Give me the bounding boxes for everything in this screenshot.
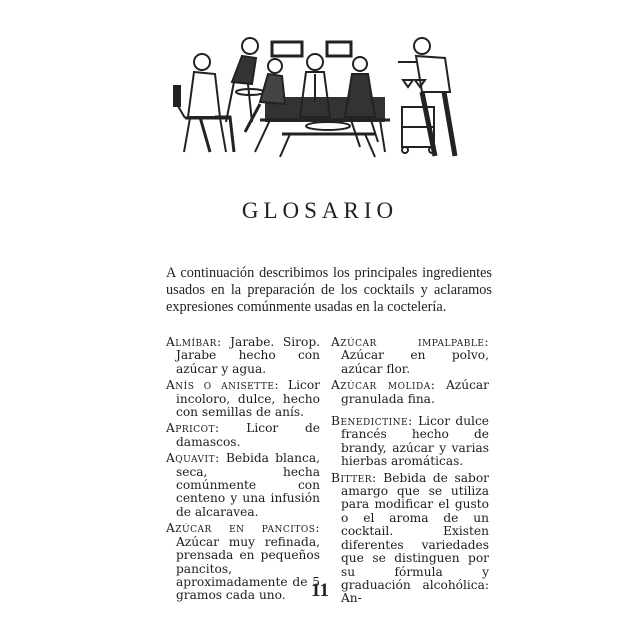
glossary-entry-apricot xyxy=(166,422,320,449)
glossary-term: Bitter: xyxy=(331,470,377,485)
glossary-column-right xyxy=(331,336,489,609)
glossary-definition: Bebida de sabor amargo que se utiliza para modificar el gusto o el aroma de un cocktail. Existen diferentes variedades que se distinguen por su fórmula y graduación alcohólica: An- xyxy=(341,470,489,606)
glossary-definition: Azúcar granulada fina. xyxy=(341,378,489,406)
glossary-definition: Licor incoloro, dulce, hecho con semillas de anís. xyxy=(176,378,320,420)
glossary-definition: Azúcar en polvo, azúcar flor. xyxy=(341,348,489,376)
glossary-entry-benedictine xyxy=(331,415,489,469)
glossary-entry-anis xyxy=(166,379,320,419)
glossary-entry-aquavit xyxy=(166,452,320,519)
page-number: 11 xyxy=(311,580,329,601)
glossary-term: Apricot: xyxy=(166,421,220,436)
glossary-definition: Licor dulce francés hecho de brandy, azúcar y varias hierbas aromáticas. xyxy=(341,414,489,469)
glossary-entry-almibar xyxy=(166,336,320,376)
glossary-entry-azucar-impalpable xyxy=(331,336,489,376)
intro-paragraph: A continuación describimos los principales ingredientes usados en la preparación de los cocktails y aclaramos expresiones comúnmente usadas en la coctelería. xyxy=(166,265,492,315)
glossary-definition: Licor de damascos. xyxy=(176,421,320,449)
glossary-term: Almíbar: xyxy=(166,335,222,349)
glossary-definition: Azúcar muy refinada, prensada en pequeños pancitos, aproximadamente de 5 gramos cada uno. xyxy=(176,534,320,603)
glossary-term: Azúcar molida: xyxy=(331,378,436,393)
glossary-term: Benedictine: xyxy=(331,414,413,429)
party-scene-illustration xyxy=(160,22,480,172)
glossary-term: Aquavit: xyxy=(166,451,220,466)
glossary-entry-azucar-molida xyxy=(331,379,489,406)
glossary-term: Anís o anisette: xyxy=(166,378,280,393)
page-title: GLOSARIO xyxy=(241,198,399,223)
glossary-column-left xyxy=(166,336,320,606)
glossary-definition: Bebida blanca, seca, hecha comúnmente con centeno y una infusión de alcaravea. xyxy=(176,451,320,519)
glossary-term: Azúcar impalpable: xyxy=(331,335,489,349)
glossary-term: Azúcar en pancitos: xyxy=(166,521,320,536)
glossary-definition: Jarabe. Sirop. Jarabe hecho con azúcar y agua. xyxy=(176,335,320,376)
